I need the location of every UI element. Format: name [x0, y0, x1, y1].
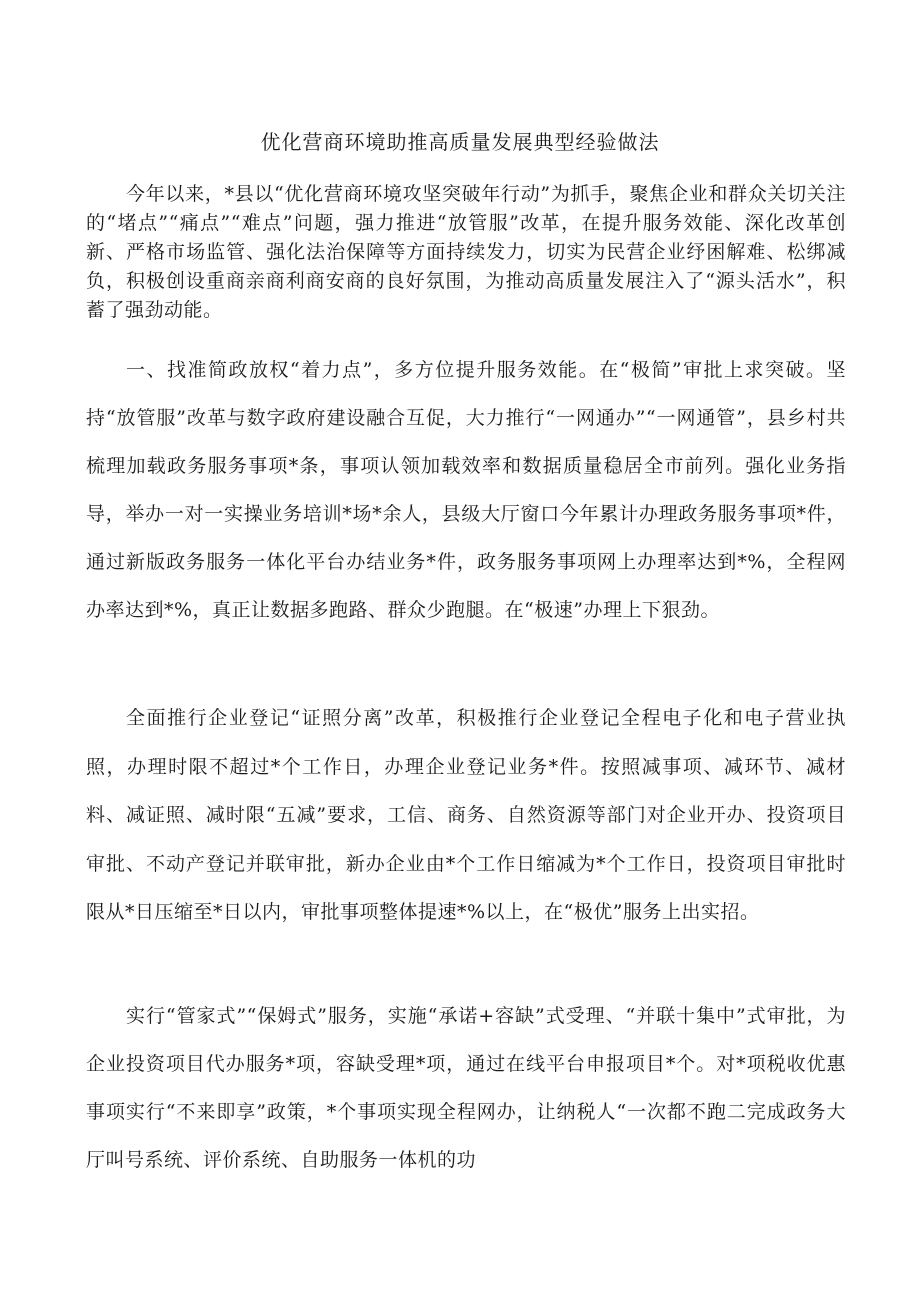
document-title: 优化营商环境助推高质量发展典型经验做法: [260, 130, 660, 154]
service-paragraph: 实行“管家式”“保姆式”服务，实施“承诺+容缺”式受理、“并联十集中”式审批，为企业投资项目代办服务*项，容缺受理*项，通过在线平台申报项目*个。对*项税收优惠事项实行“不来即享”政策，*个事项实现全程网办，让纳税人“一次都不跑二完成政务大厅叫号系统、评价系统、自助服务一体机的功: [86, 1005, 846, 1171]
section-one-paragraph: 一、找准简政放权“着力点”，多方位提升服务效能。在“极简”审批上求突破。坚持“放管服”改革与数字政府建设融合互促，大力推行“一网通办”“一网通管”，县乡村共梳理加载政务服务事项*条，事项认领加载效率和数据质量稳居全市前列。强化业务指导，举办一对一实操业务培训*场*余人，县级大厅窗口今年累计办理政务服务事项*件，通过新版政务服务一体化平台办结业务*件，政务服务事项网上办理率达到*%，全程网办率达到*%，真正让数据多跑路、群众少跑腿。在“极速”办理上下狠劲。: [86, 359, 846, 621]
business-registration-paragraph: 全面推行企业登记“证照分离”改革，积极推行企业登记全程电子化和电子营业执照，办理时限不超过*个工作日，办理企业登记业务*件。按照减事项、减环节、减材料、减证照、减时限“五减”要求，工信、商务、自然资源等部门对企业开办、投资项目审批、不动产登记并联审批，新办企业由*个工作日缩减为*个工作日，投资项目审批时限从*日压缩至*日以内，审批事项整体提速*%以上，在“极优”服务上出实招。: [86, 707, 846, 923]
intro-paragraph: 今年以来，*县以“优化营商环境攻坚突破年行动”为抓手，聚焦企业和群众关切关注的“堵点”“痛点”“难点”问题，强力推进“放管服”改革，在提升服务效能、深化改革创新、严格市场监管、强化法治保障等方面持续发力，切实为民营企业纾困解难、松绑减负，积极创设重商亲商利商安商的良好氛围，为推动高质量发展注入了“源头活水”，积蓄了强劲动能。: [86, 183, 846, 321]
